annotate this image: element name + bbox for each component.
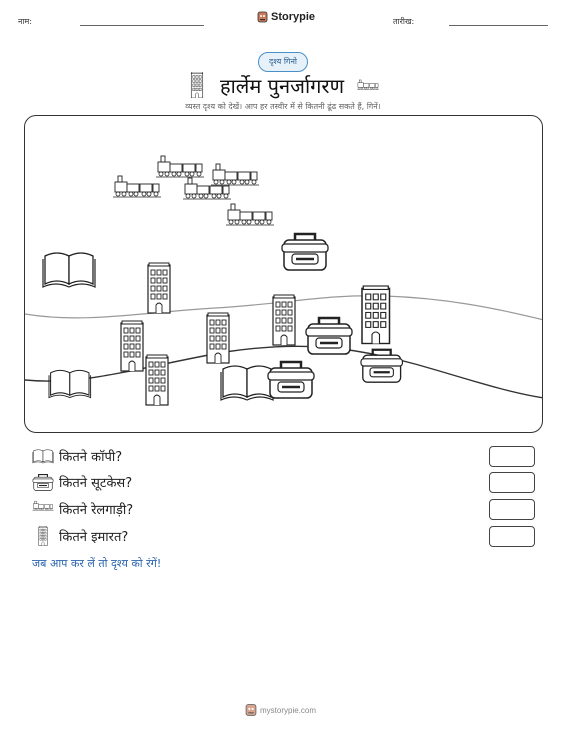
building-icon [32, 526, 54, 546]
answer-box-notebook[interactable] [489, 446, 535, 467]
notebook-3 [221, 366, 273, 400]
notebook-icon [32, 446, 54, 466]
activity-badge: दृश्य गिनो [258, 52, 308, 72]
question-row-suitcase [32, 472, 536, 494]
building-5 [273, 295, 295, 345]
name-line[interactable] [80, 25, 204, 26]
footer [0, 703, 566, 719]
train-icon [357, 79, 379, 91]
worksheet-header [0, 10, 566, 30]
answer-box-building[interactable] [489, 526, 535, 547]
storypie-mascot-icon [245, 703, 257, 717]
storypie-mascot-icon [257, 11, 268, 23]
building-2 [121, 321, 143, 371]
page-title: हार्लेम पुनर्जागरण [220, 74, 345, 98]
date-line[interactable] [449, 25, 548, 26]
instructions-subtitle: व्यस्त दृश्य को देखें। आप हर तस्वीर में से कितनी ढूंढ सकते हैं, गिनें। [185, 102, 381, 111]
coloring-instruction: जब आप कर लें तो दृश्य को रंगें! [32, 557, 162, 570]
brand-logo [257, 11, 315, 23]
scene-illustration [25, 116, 543, 433]
notebook-2 [49, 370, 91, 397]
question-text: कितने इमारत? [59, 530, 129, 545]
question-text: कितने सूटकेस? [59, 476, 133, 491]
footer-url[interactable]: mystorypie.com [260, 706, 317, 715]
suitcase-3 [361, 350, 402, 382]
name-label: नाम: [18, 17, 32, 26]
suitcase-1 [282, 234, 328, 270]
train-1 [113, 176, 161, 197]
question-text: कितने कॉपी? [59, 450, 123, 465]
answer-box-train[interactable] [489, 499, 535, 520]
brand-name: Storypie [271, 11, 316, 23]
answer-box-suitcase[interactable] [489, 472, 535, 493]
suitcase-4 [268, 362, 314, 398]
building-6 [362, 286, 390, 344]
train-4 [211, 164, 259, 185]
busy-scene [24, 115, 543, 433]
building-1 [148, 263, 170, 313]
question-text: कितने रेलगाड़ी? [59, 503, 134, 518]
question-row-train [32, 499, 536, 521]
suitcase-icon [32, 472, 54, 492]
question-row-building [32, 526, 536, 548]
title-row [0, 72, 566, 100]
suitcase-2 [306, 318, 352, 354]
notebook-1 [43, 253, 95, 287]
train-2 [156, 156, 204, 177]
train-icon [32, 499, 54, 513]
building-4 [207, 313, 229, 363]
date-label: तारीख: [393, 17, 415, 26]
question-row-notebook [32, 446, 536, 468]
train-5 [226, 204, 274, 225]
building-icon [190, 72, 204, 98]
building-3 [146, 355, 168, 405]
